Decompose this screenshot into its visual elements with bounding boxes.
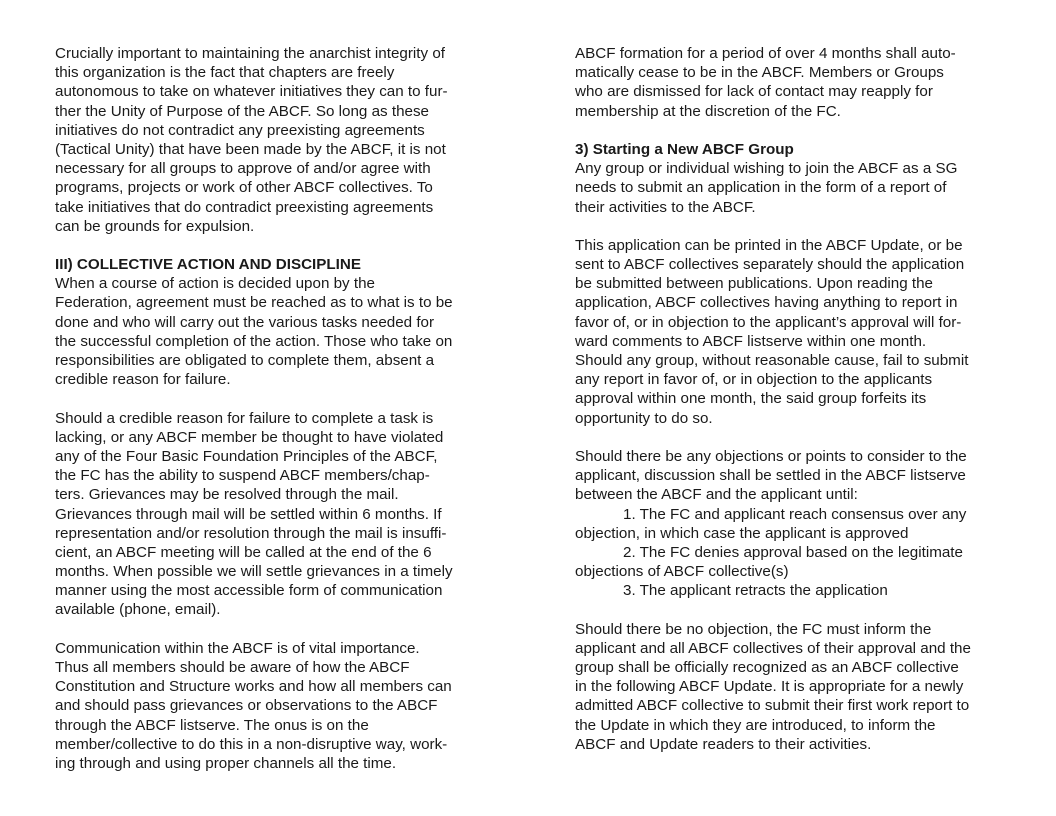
text-line: ing through and using proper channels all the time. — [55, 754, 397, 772]
section-heading: 3) Starting a New ABCF Group — [575, 140, 794, 158]
paragraph — [575, 140, 1015, 217]
text-line: Should a credible reason for failure to complete a task is — [55, 409, 434, 427]
text-line: through the ABCF listserve. The onus is on the — [55, 716, 369, 734]
text-line: Should there be no objection, the FC must inform the — [575, 620, 932, 638]
text-line: lacking, or any ABCF member be thought to have violated — [55, 428, 444, 446]
text-line: necessary for all groups to approve of and/or agree with — [55, 160, 431, 178]
text-line: When a course of action is decided upon by the — [55, 275, 375, 293]
text-line: approval within one month, the said group forfeits its — [575, 390, 927, 408]
text-line: Any group or individual wishing to join the ABCF as a SG — [575, 160, 958, 178]
text-line: This application can be printed in the ABCF Update, or be — [575, 236, 963, 254]
text-line: can be grounds for expulsion. — [55, 217, 255, 235]
paragraph — [55, 639, 495, 773]
text-line: initiatives do not contradict any preexisting agreements — [55, 121, 425, 139]
text-line: ther the Unity of Purpose of the ABCF. So long as these — [55, 102, 429, 120]
text-line: membership at the discretion of the FC. — [575, 102, 841, 120]
left-column — [55, 44, 495, 792]
text-line: member/collective to do this in a non-disruptive way, work- — [55, 735, 448, 753]
text-line: the successful completion of the action. Those who take on — [55, 332, 453, 350]
text-line: group shall be officially recognized as an ABCF collective — [575, 659, 959, 676]
text-line: opportunity to do so. — [575, 409, 713, 427]
text-line: sent to ABCF collectives separately should the application — [575, 256, 965, 274]
text-line: their activities to the ABCF. — [575, 198, 756, 216]
paragraph — [55, 409, 495, 620]
text-line: and should pass grievances or observations to the ABCF — [55, 697, 438, 715]
right-column — [575, 44, 1015, 773]
text-line: Constitution and Structure works and how all members can — [55, 678, 452, 696]
text-line: any report in favor of, or in objection to the applicants — [575, 371, 933, 389]
text-line: any of the Four Basic Foundation Principles of the ABCF, — [55, 447, 438, 465]
text-line: admitted ABCF collective to submit their first work report to — [575, 697, 970, 715]
text-line: favor of, or in objection to the applicant’s approval will for- — [575, 313, 962, 331]
text-line: ABCF formation for a period of over 4 months shall auto- — [575, 45, 956, 62]
text-line: objections of ABCF collective(s) — [575, 563, 789, 581]
text-line: representation and/or resolution through the mail is insuffi- — [55, 524, 447, 542]
text-line: needs to submit an application in the form of a report of — [575, 179, 947, 197]
text-line: the FC has the ability to suspend ABCF members/chap- — [55, 467, 430, 485]
paragraph — [55, 44, 495, 236]
section-heading: III) COLLECTIVE ACTION AND DISCIPLINE — [55, 256, 362, 274]
paragraph — [575, 447, 1015, 601]
text-line: ABCF and Update readers to their activities. — [575, 735, 872, 753]
text-line: applicant, discussion shall be settled in the ABCF listserve — [575, 467, 966, 485]
text-line: the Update in which they are introduced, to inform the — [575, 716, 936, 734]
text-line: between the ABCF and the applicant until: — [575, 486, 858, 504]
text-line: responsibilities are obligated to complete them, absent a — [55, 352, 435, 369]
text-line: Should there be any objections or points to consider to the — [575, 447, 967, 465]
text-line: done and who will carry out the various tasks needed for — [55, 313, 435, 331]
text-line: Crucially important to maintaining the anarchist integrity of — [55, 45, 445, 62]
text-line: matically cease to be in the ABCF. Members or Groups — [575, 64, 944, 82]
text-line: application, ABCF collectives having anything to report in — [575, 294, 958, 312]
text-line: Grievances through mail will be settled within 6 months. If — [55, 505, 442, 523]
text-line: take initiatives that do contradict preexisting agreements — [55, 198, 434, 216]
text-line: 3. The applicant retracts the application — [623, 582, 888, 600]
text-line: Thus all members should be aware of how the ABCF — [55, 659, 410, 676]
text-line: manner using the most accessible form of communication — [55, 582, 443, 600]
paragraph — [55, 255, 495, 389]
text-line: in the following ABCF Update. It is appropriate for a newly — [575, 678, 964, 696]
text-line: be submitted between publications. Upon reading the — [575, 275, 933, 293]
text-line: months. When possible we will settle grievances in a timely — [55, 563, 453, 581]
paragraph — [575, 44, 1015, 121]
text-line: Federation, agreement must be reached as to what is to be — [55, 294, 453, 312]
text-line: ward comments to ABCF listserve within one month. — [575, 332, 927, 350]
text-line: ters. Grievances may be resolved through the mail. — [55, 486, 399, 504]
text-line: programs, projects or work of other ABCF collectives. To — [55, 179, 433, 197]
text-line: Communication within the ABCF is of vital importance. — [55, 639, 420, 657]
text-line: cient, an ABCF meeting will be called at the end of the 6 — [55, 543, 432, 561]
text-line: applicant and all ABCF collectives of their approval and the — [575, 639, 971, 657]
text-line: objection, in which case the applicant is approved — [575, 524, 909, 542]
text-line: 2. The FC denies approval based on the legitimate — [623, 543, 963, 561]
text-line: this organization is the fact that chapters are freely — [55, 64, 395, 82]
text-line: who are dismissed for lack of contact may reapply for — [575, 83, 933, 101]
paragraph — [575, 620, 1015, 754]
text-line: available (phone, email). — [55, 601, 221, 619]
text-line: autonomous to take on whatever initiatives they can to fur- — [55, 83, 448, 101]
text-line: (Tactical Unity) that have been made by the ABCF, it is not — [55, 140, 446, 158]
text-line: credible reason for failure. — [55, 371, 231, 389]
text-line: 1. The FC and applicant reach consensus over any — [623, 505, 967, 523]
paragraph — [575, 236, 1015, 428]
text-line: Should any group, without reasonable cause, fail to submit — [575, 352, 969, 369]
